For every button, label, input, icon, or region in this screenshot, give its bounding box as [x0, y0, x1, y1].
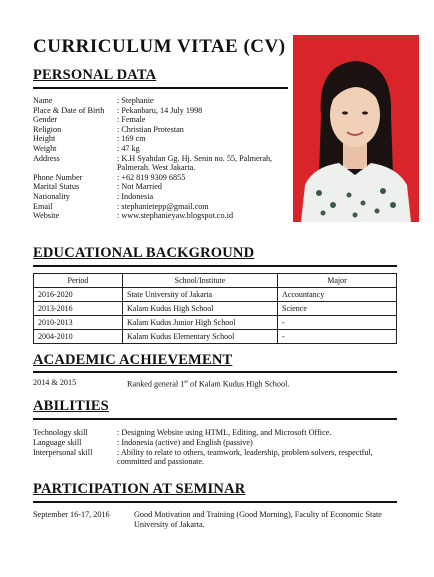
- column-header-major: Major: [278, 274, 397, 288]
- cell-school: Kalam Kudus Junior High School: [123, 316, 278, 330]
- personal-row-birth: [33, 106, 292, 116]
- label: Interpersonal skill: [33, 447, 93, 457]
- label: Technology skill: [33, 428, 88, 437]
- cell-period: 2010-2013: [34, 316, 123, 330]
- cell-major: Science: [278, 302, 397, 316]
- value: : Female: [117, 115, 146, 125]
- personal-data-heading: PERSONAL DATA: [33, 67, 157, 83]
- seminar-text: Good Motivation and Training (Good Morning), Faculty of Economic State University of Jakarta.: [134, 510, 382, 529]
- label: Place & Date of Birth: [33, 105, 105, 115]
- personal-row-email: [33, 202, 292, 212]
- achievement-superscript: st: [184, 379, 188, 385]
- personal-row-religion: [33, 125, 292, 135]
- achievement-text-main: Ranked general 1: [127, 379, 185, 389]
- seminar-heading: PARTICIPATION AT SEMINAR: [33, 481, 246, 497]
- value: : K.H Syahdan Gg. Hj. Senin no. 55, Palmerah, Palmerah. West Jakarta.: [117, 153, 273, 173]
- label: Language skill: [33, 437, 82, 447]
- label: Address: [33, 153, 60, 163]
- seminar-rule: [33, 501, 397, 503]
- label: Religion: [33, 124, 62, 134]
- cell-school: Kalam Kudus Elementary School: [123, 330, 278, 344]
- personal-row-height: [33, 134, 292, 144]
- cell-major: Accountancy: [278, 288, 397, 302]
- personal-data-rule: [33, 87, 288, 89]
- label: Email: [33, 201, 53, 211]
- value: : Not Married: [117, 182, 163, 192]
- achievement-text: [127, 378, 289, 390]
- cell-period: 2016-2020: [34, 288, 123, 302]
- education-heading: EDUCATIONAL BACKGROUND: [33, 245, 255, 261]
- label: Website: [33, 211, 60, 221]
- personal-data-list: [33, 96, 292, 221]
- cell-school: State University of Jakarta: [123, 288, 278, 302]
- achievement-rule: [33, 371, 397, 373]
- cv-title: CURRICULUM VITAE (CV): [33, 36, 286, 57]
- ability-row-technology: [33, 428, 397, 438]
- table-row: [34, 302, 397, 316]
- personal-row-nationality: [33, 192, 292, 202]
- personal-row-address: [33, 154, 292, 173]
- achievement-period: 2014 & 2015: [33, 378, 77, 387]
- personal-row-website: [33, 211, 292, 221]
- achievement-heading: ACADEMIC ACHIEVEMENT: [33, 352, 233, 368]
- education-table: [33, 273, 397, 344]
- label: Weight: [33, 143, 57, 153]
- education-rule: [33, 265, 397, 267]
- value: : 169 cm: [117, 134, 146, 144]
- value: : Indonesia (active) and English (passive): [117, 437, 253, 447]
- abilities-list: [33, 428, 397, 467]
- seminar-date: September 16-17, 2016: [33, 510, 110, 519]
- label: Gender: [33, 115, 58, 125]
- achievement-text-end: of Kalam Kudus High School.: [187, 379, 290, 389]
- personal-row-phone: [33, 173, 292, 183]
- cell-major: -: [278, 330, 397, 344]
- table-row: [34, 316, 397, 330]
- value: : www.stephanieyaw.blogspot.co.id: [117, 211, 234, 221]
- label: Nationality: [33, 191, 70, 201]
- value: : Stephanie: [117, 96, 154, 105]
- value: : Christian Protestan: [117, 124, 184, 134]
- cell-school: Kalam Kudus High School: [123, 302, 278, 316]
- portrait-illustration: [293, 35, 419, 222]
- personal-row-marital: [33, 182, 292, 192]
- column-header-school: School/Institute: [123, 274, 278, 288]
- personal-row-gender: [33, 115, 292, 125]
- value: : 47 kg: [117, 143, 140, 153]
- table-row: [34, 330, 397, 344]
- value: : Ability to relate to others, teamwork, leadership, problem solvers, respectful, committed and passionate.: [117, 447, 373, 467]
- label: Height: [33, 134, 56, 144]
- table-row: [34, 288, 397, 302]
- value: : Designing Website using HTML, Editing, and Microsoft Office.: [117, 428, 332, 437]
- abilities-heading: ABILITIES: [33, 398, 109, 414]
- label: Marital Status: [33, 182, 80, 192]
- table-header-row: [34, 274, 397, 288]
- cell-period: 2004-2010: [34, 330, 123, 344]
- value: : Pekanbaru, 14 July 1998: [117, 105, 203, 115]
- column-header-period: Period: [34, 274, 123, 288]
- label: Name: [33, 96, 53, 105]
- value: : stephanietepp@gmail.com: [117, 201, 209, 211]
- ability-row-language: [33, 438, 397, 448]
- ability-row-interpersonal: [33, 448, 397, 468]
- label: Phone Number: [33, 172, 83, 182]
- cell-major: -: [278, 316, 397, 330]
- value: : +62 819 9309 6855: [117, 172, 186, 182]
- profile-photo: [293, 35, 419, 222]
- personal-row-weight: [33, 144, 292, 154]
- cell-period: 2013-2016: [34, 302, 123, 316]
- value: : Indonesia: [117, 191, 154, 201]
- personal-row-name: [33, 96, 292, 106]
- abilities-rule: [33, 418, 397, 420]
